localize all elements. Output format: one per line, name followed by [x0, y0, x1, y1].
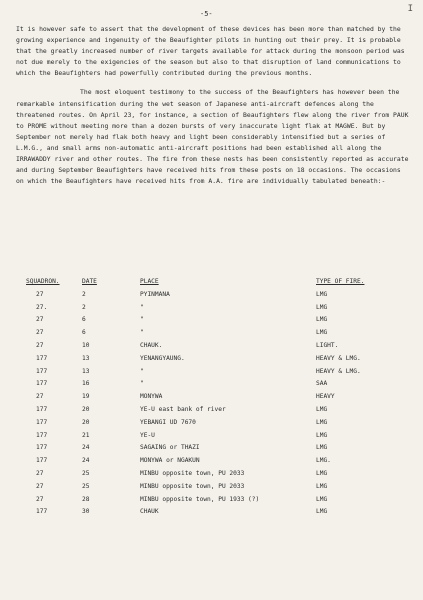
cell-type: LMG	[316, 444, 328, 452]
cell-type: LMG	[316, 405, 328, 413]
cell-squadron: 27	[36, 495, 44, 503]
cell-squadron: 27	[36, 316, 44, 324]
header-place: PLACE	[140, 278, 159, 285]
table-header	[26, 278, 406, 291]
cell-place: MINBU opposite town, PU 2033	[140, 482, 245, 490]
cell-place: "	[140, 303, 144, 311]
cell-date: 25	[82, 482, 90, 490]
cell-place: MINBU opposite town, PU 1933 (?)	[140, 495, 260, 503]
cell-type: SAA	[316, 380, 328, 388]
table-row	[26, 508, 406, 521]
cell-type: LMG	[316, 418, 328, 426]
cell-type: LMG	[316, 431, 328, 439]
table-row	[26, 444, 406, 457]
cell-type: HEAVY	[316, 393, 335, 401]
cell-type: LMG	[316, 303, 328, 311]
cell-squadron: 27	[36, 341, 44, 349]
cell-type: LMG	[316, 329, 328, 337]
cell-type: LMG.	[316, 457, 331, 465]
cell-squadron: 177	[36, 405, 48, 413]
cell-place: "	[140, 316, 144, 324]
cell-place: MONYWA	[140, 393, 163, 401]
table-row	[26, 342, 406, 355]
cell-squadron: 27	[36, 290, 44, 298]
table-row	[26, 406, 406, 419]
cell-date: 24	[82, 457, 90, 465]
table-row	[26, 496, 406, 509]
cell-squadron: 177	[36, 380, 48, 388]
cell-type: HEAVY & LMG.	[316, 367, 361, 375]
cell-place: "	[140, 367, 144, 375]
table-row	[26, 329, 406, 342]
cell-type: LMG	[316, 508, 328, 516]
cell-place: MINBU opposite town, PU 2033	[140, 469, 245, 477]
cell-type: LMG	[316, 495, 328, 503]
table-row	[26, 368, 406, 381]
cell-type: LIGHT.	[316, 341, 339, 349]
table-row	[26, 355, 406, 368]
cell-date: 16	[82, 380, 90, 388]
cell-date: 30	[82, 508, 90, 516]
cell-date: 10	[82, 341, 90, 349]
cell-place: CHAUK	[140, 508, 159, 516]
cell-date: 21	[82, 431, 90, 439]
paragraph-1: It is however safe to assert that the development of these devices has been more than matched by the growing experience and ingenuity of the Beaufighter pilots in hunting out their prey. It is probable that the greatly increased number of river targets available for attack during the monsoon period was not due merely to the exigencies of the season but also to that disruption of land communications to which the Beaufighters had powerfully contributed during the previous months.	[16, 25, 405, 78]
cell-type: LMG	[316, 482, 328, 490]
table-row	[26, 393, 406, 406]
page-number: -5-	[200, 10, 213, 18]
cell-place: "	[140, 329, 144, 337]
cell-squadron: 27	[36, 482, 44, 490]
table-row	[26, 432, 406, 445]
table-row	[26, 304, 406, 317]
cell-date: 25	[82, 469, 90, 477]
header-squadron: SQUADRON.	[26, 278, 60, 285]
cell-place: YENANGYAUNG.	[140, 354, 185, 362]
cell-place: CHAUK.	[140, 341, 163, 349]
cell-place: "	[140, 380, 144, 388]
cell-squadron: 177	[36, 457, 48, 465]
table-row	[26, 419, 406, 432]
cell-place: SAGAING or THAZI	[140, 444, 200, 452]
header-date: DATE	[82, 278, 97, 285]
cell-squadron: 177	[36, 367, 48, 375]
cell-squadron: 177	[36, 431, 48, 439]
cell-date: 28	[82, 495, 90, 503]
cell-type: LMG	[316, 316, 328, 324]
cell-place: MONYWA or NGAKUN	[140, 457, 200, 465]
cell-type: LMG	[316, 469, 328, 477]
table-body	[26, 291, 406, 521]
table-row	[26, 457, 406, 470]
cell-squadron: 27.	[36, 303, 48, 311]
cell-date: 13	[82, 367, 90, 375]
cell-squadron: 177	[36, 418, 48, 426]
cell-date: 20	[82, 418, 90, 426]
table-row	[26, 291, 406, 304]
cell-date: 6	[82, 316, 86, 324]
margin-mark: I	[407, 4, 413, 14]
cell-squadron: 177	[36, 508, 48, 516]
table-row	[26, 316, 406, 329]
table-row	[26, 470, 406, 483]
cell-squadron: 27	[36, 329, 44, 337]
table-row	[26, 380, 406, 393]
cell-date: 6	[82, 329, 86, 337]
body-text	[16, 24, 410, 195]
cell-place: YEBANGI UD 7670	[140, 418, 196, 426]
header-type: TYPE OF FIRE.	[316, 278, 365, 285]
paragraph-2: The most eloquent testimony to the success of the Beaufighters has however been the remarkable intensification during the wet season of Japanese anti-aircraft defences along the threatened routes. On April 23, for instance, a section of Beaufighters flew along the river from PAUK to PROME without meeting more than a dozen bursts of very inaccurate light flak at MAGWE. But by September not merely had flak both heavy and light been considerably intensified but a series of L.M.G., and small arms non-automatic anti-aircraft positions had been established all along the IRRAWADDY river and other routes. The fire from these nests has been consistently reported as accurate and during September Beaufighters have received hits from these posts on 18 occasions. The occasions on which the Beaufighters have received hits from A.A. fire are individually tabulated beneath:-	[16, 88, 409, 186]
cell-date: 2	[82, 303, 86, 311]
cell-date: 20	[82, 405, 90, 413]
cell-place: YE-U east bank of river	[140, 405, 226, 413]
cell-date: 24	[82, 444, 90, 452]
cell-type: LMG	[316, 290, 328, 298]
cell-squadron: 177	[36, 354, 48, 362]
cell-squadron: 27	[36, 393, 44, 401]
cell-date: 19	[82, 393, 90, 401]
cell-place: PYINMANA	[140, 290, 170, 298]
cell-squadron: 27	[36, 469, 44, 477]
cell-date: 2	[82, 290, 86, 298]
table-row	[26, 483, 406, 496]
cell-date: 13	[82, 354, 90, 362]
cell-place: YE-U	[140, 431, 155, 439]
cell-squadron: 177	[36, 444, 48, 452]
hits-table	[26, 278, 406, 521]
cell-type: HEAVY & LMG.	[316, 354, 361, 362]
